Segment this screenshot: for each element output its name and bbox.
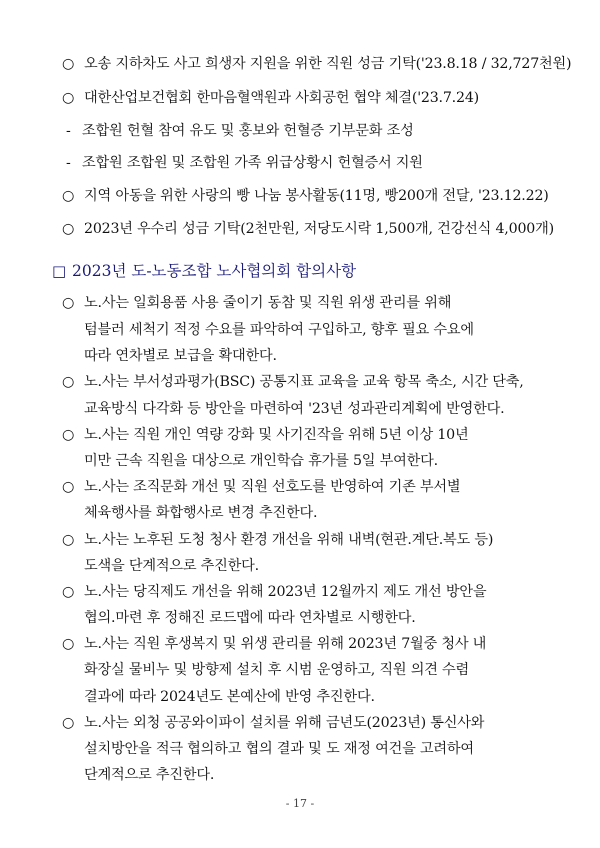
agreement-line: 교육방식 다각화 등 방안을 마련하여 '23년 성과관리계획에 반영한다. [84,401,505,417]
circle-bullet-icon: ○ [62,188,75,204]
list-item: ○ 대한산업보건협회 한마음혈액원과 사회공헌 협약 체결('23.7.24) [62,90,479,106]
agreement-item: ○ 노.사는 조직문화 개선 및 직원 선호도를 반영하여 기존 부서별 [62,479,461,495]
circle-bullet-icon: ○ [62,636,75,652]
section-title: □ 2023년 도-노동조합 노사협의회 합의사항 [52,262,357,280]
list-item: ○ 2023년 우수리 성금 기탁(2천만원, 저당도시락 1,500개, 건강선식 4,000개) [62,221,554,237]
circle-bullet-icon: ○ [62,715,75,731]
agreement-line: 도색을 단계적으로 추진한다. [84,558,259,574]
agreement-item: ○ 노.사는 일회용품 사용 줄이기 동참 및 직원 위생 관리를 위해 [62,295,452,311]
dash-bullet-icon: - [66,155,71,171]
agreement-line: 화장실 물비누 및 방향제 설치 후 시범 운영하고, 직원 의견 수렴 [84,662,470,678]
dash-bullet-icon: - [66,123,71,139]
agreement-line: 텀블러 세척기 적정 수요를 파악하여 구입하고, 향후 필요 수요에 [84,322,474,338]
circle-bullet-icon: ○ [62,374,75,390]
agreement-line: 미만 근속 직원을 대상으로 개인학습 휴가를 5일 부여한다. [84,453,438,469]
agreement-item: ○ 노.사는 외청 공공와이파이 설치를 위해 금년도(2023년) 통신사와 [62,715,485,731]
square-bullet-icon: □ [52,262,67,280]
agreement-line: 결과에 따라 2024년도 본예산에 반영 추진한다. [84,689,375,705]
agreement-item: ○ 노.사는 부서성과평가(BSC) 공통지표 교육을 교육 항목 축소, 시간 단축, [62,374,524,390]
agreement-item: ○ 노.사는 당직제도 개선을 위해 2023년 12월까지 제도 개선 방안을 [62,584,487,600]
list-item: ○ 오송 지하차도 사고 희생자 지원을 위한 직원 성금 기탁('23.8.18 / 32,727천원) [62,56,572,72]
circle-bullet-icon: ○ [62,584,75,600]
agreement-item: ○ 노.사는 노후된 도청 청사 환경 개선을 위해 내벽(현관.계단.복도 등) [62,532,494,548]
sub-list-item: - 조합원 조합원 및 조합원 가족 위급상황시 헌혈증서 지원 [66,155,423,171]
circle-bullet-icon: ○ [62,532,75,548]
agreement-line: 협의.마련 후 정해진 로드맵에 따라 연차별로 시행한다. [84,610,416,626]
circle-bullet-icon: ○ [62,427,75,443]
list-item: ○ 지역 아동을 위한 사랑의 빵 나눔 봉사활동(11명, 빵200개 전달, '23.12.22) [62,188,549,204]
agreement-item: ○ 노.사는 직원 후생복지 및 위생 관리를 위해 2023년 7월중 청사 내 [62,636,487,652]
circle-bullet-icon: ○ [62,56,75,72]
agreement-item: ○ 노.사는 직원 개인 역량 강화 및 사기진작을 위해 5년 이상 10년 [62,427,469,443]
agreement-line: 설치방안을 적극 협의하고 협의 결과 및 도 재정 여건을 고려하여 [84,741,474,757]
page-number: - 17 - [285,797,315,810]
agreement-line: 따라 연차별로 보급을 확대한다. [84,348,277,364]
circle-bullet-icon: ○ [62,221,75,237]
circle-bullet-icon: ○ [62,90,75,106]
circle-bullet-icon: ○ [62,479,75,495]
circle-bullet-icon: ○ [62,295,75,311]
sub-list-item: - 조합원 헌혈 참여 유도 및 홍보와 헌혈증 기부문화 조성 [66,123,414,139]
agreement-line: 체육행사를 화합행사로 변경 추진한다. [84,505,318,521]
agreement-line: 단계적으로 추진한다. [84,767,215,783]
